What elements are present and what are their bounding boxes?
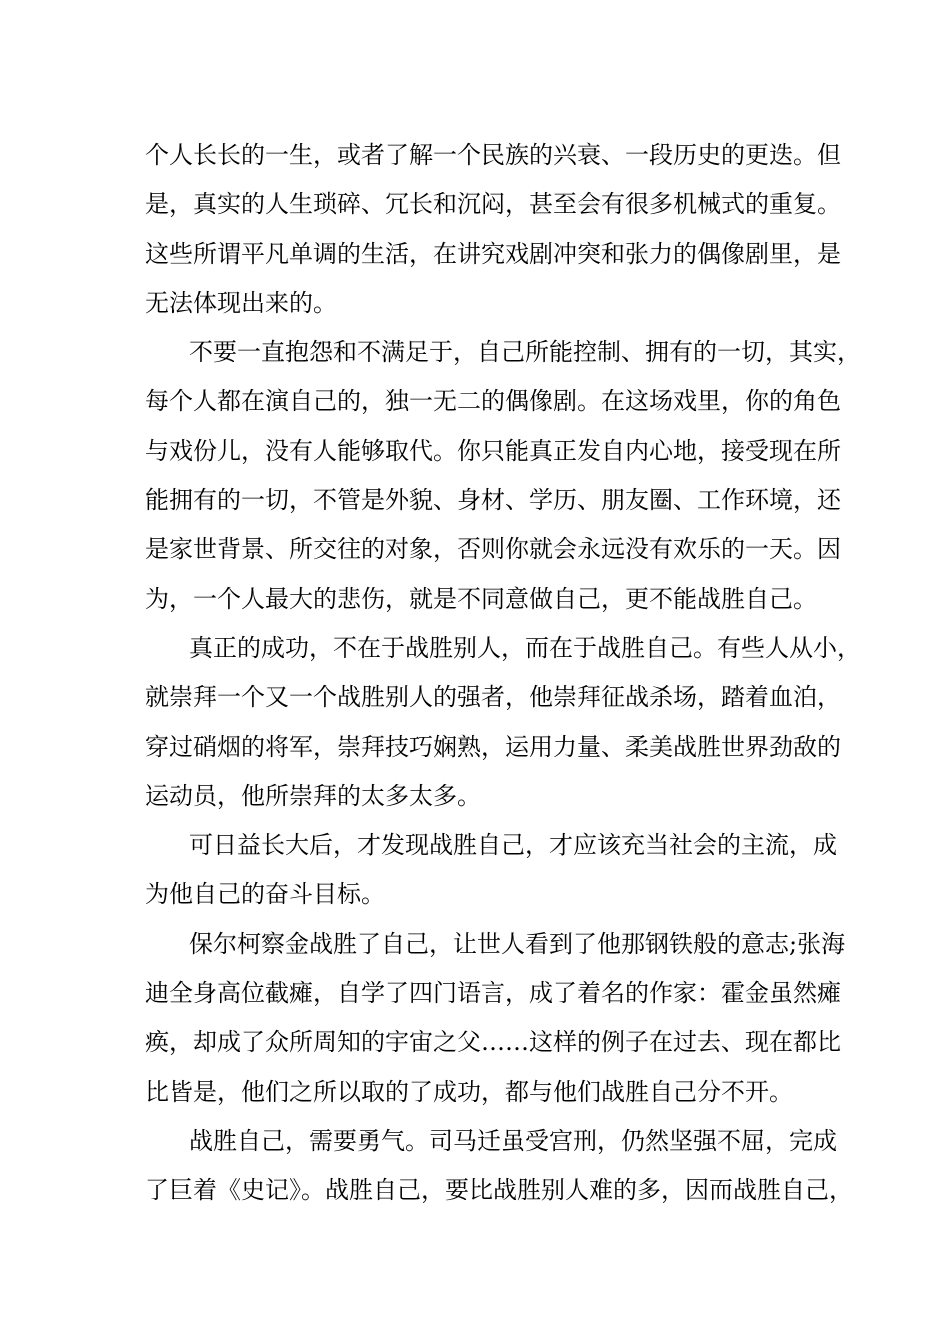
text-line: 能拥有的一切，不管是外貌、身材、学历、朋友圈、工作环境，还 xyxy=(145,486,841,515)
text-line: 迪全身高位截瘫，自学了四门语言，成了着名的作家：霍金虽然瘫 xyxy=(145,979,841,1008)
text-line: 个人长长的一生，或者了解一个民族的兴衰、一段历史的更迭。但 xyxy=(145,141,841,169)
text-line: 可日益长大后，才发现战胜自己，才应该充当社会的主流，成 xyxy=(189,831,837,860)
text-line: 这些所谓平凡单调的生活，在讲究戏剧冲突和张力的偶像剧里，是 xyxy=(145,239,841,268)
text-line: 穿过硝烟的将军，崇拜技巧娴熟，运用力量、柔美战胜世界劲敌的 xyxy=(145,732,841,761)
text-line: 战胜自己，需要勇气。司马迁虽受宫刑，仍然坚强不屈，完成 xyxy=(189,1126,837,1155)
text-line: 与戏份儿，没有人能够取代。你只能真正发自内心地，接受现在所 xyxy=(145,436,841,465)
text-line: 痪，却成了众所周知的宇宙之父……这样的例子在过去、现在都比 xyxy=(145,1028,841,1057)
text-line: 为，一个人最大的悲伤，就是不同意做自己，更不能战胜自己。 xyxy=(145,584,817,613)
text-line: 每个人都在演自己的，独一无二的偶像剧。在这场戏里，你的角色 xyxy=(145,387,841,416)
body-text xyxy=(145,131,861,1216)
text-line: 是，真实的人生琐碎、冗长和沉闷，甚至会有很多机械式的重复。 xyxy=(145,190,841,219)
text-line: 是家世背景、所交往的对象，否则你就会永远没有欢乐的一天。因 xyxy=(145,535,841,564)
text-line: 为他自己的奋斗目标。 xyxy=(145,880,385,909)
text-line: 运动员，他所崇拜的太多太多。 xyxy=(145,781,481,810)
text-line: 比皆是，他们之所以取的了成功，都与他们战胜自己分不开。 xyxy=(145,1077,793,1106)
text-line: 保尔柯察金战胜了自己，让世人看到了他那钢铁般的意志;张海 xyxy=(189,929,846,958)
text-line: 真正的成功，不在于战胜别人，而在于战胜自己。有些人从小， xyxy=(189,633,861,662)
text-line: 了巨着《史记》。战胜自己，要比战胜别人难的多，因而战胜自己， xyxy=(145,1176,853,1205)
text-line: 无法体现出来的。 xyxy=(145,288,337,317)
text-line: 不要一直抱怨和不满足于，自己所能控制、拥有的一切，其实， xyxy=(189,338,861,367)
text-line: 就崇拜一个又一个战胜别人的强者，他崇拜征战杀场，踏着血泊， xyxy=(145,683,841,712)
